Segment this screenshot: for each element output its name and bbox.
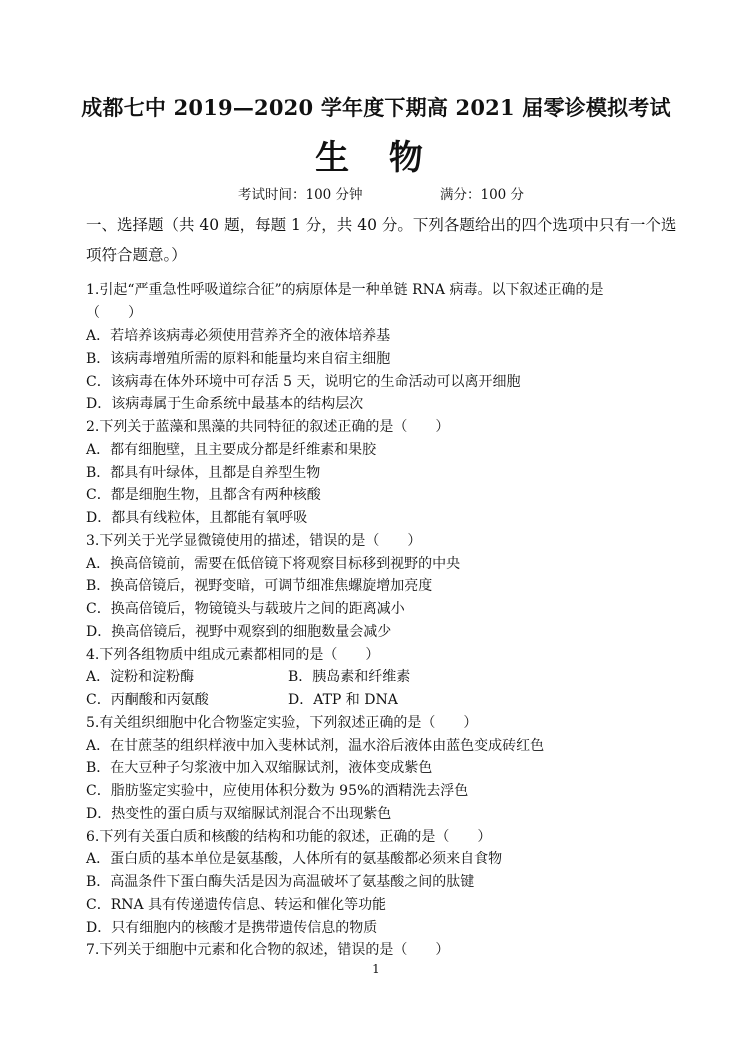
question-5-option-d: D．热变性的蛋白质与双缩脲试剂混合不出现紫色 [86,806,392,822]
question-1-option-c: C．该病毒在体外环境中可存活 5 天，说明它的生命活动可以离开细胞 [86,374,521,390]
question-6-stem: 6.下列有关蛋白质和核酸的结构和功能的叙述，正确的是（ ） [86,829,492,845]
question-4-option-c: C．丙酮酸和丙氨酸 [86,692,209,708]
question-1-option-a: A．若培养该病毒必须使用营养齐全的液体培养基 [86,328,391,344]
question-2-option-d: D．都具有线粒体，且都能有氧呼吸 [86,510,308,526]
subject-title: 生 物 [315,138,437,178]
question-2-option-c: C．都是细胞生物，且都含有两种核酸 [86,487,321,503]
question-6-option-d: D．只有细胞内的核酸才是携带遗传信息的物质 [86,920,378,936]
question-5-option-b: B．在大豆种子匀浆液中加入双缩脲试剂，液体变成紫色 [86,760,433,776]
question-3-option-d: D．换高倍镜后，视野中观察到的细胞数量会减少 [86,624,392,640]
question-1-option-b: B．该病毒增殖所需的原料和能量均来自宿主细胞 [86,351,391,367]
question-1-stem: 1.引起“严重急性呼吸道综合征”的病原体是一种单链 RNA 病毒。以下叙述正确的是 [86,282,604,298]
question-2-option-b: B．都具有叶绿体，且都是自养型生物 [86,465,321,481]
page-number: 1 [372,962,380,976]
exam-time: 考试时间：100 分钟 [238,187,363,203]
question-5-option-c: C．脂肪鉴定实验中，应使用体积分数为 95%的酒精洗去浮色 [86,783,469,799]
question-2-option-a: A．都有细胞壁，且主要成分都是纤维素和果胶 [86,442,377,458]
question-3-option-c: C．换高倍镜后，物镜镜头与载玻片之间的距离减小 [86,601,405,617]
question-1-option-d: D．该病毒属于生命系统中最基本的结构层次 [86,396,364,412]
question-4-stem: 4.下列各组物质中组成元素都相同的是（ ） [86,647,380,663]
question-3-option-a: A．换高倍镜前，需要在低倍镜下将观察目标移到视野的中央 [86,556,461,572]
question-6-option-a: A．蛋白质的基本单位是氨基酸，人体所有的氨基酸都必须来自食物 [86,851,503,867]
question-4-option-d: D．ATP 和 DNA [288,692,398,708]
question-6-option-c: C．RNA 具有传递遗传信息、转运和催化等功能 [86,897,387,913]
exam-title: 成都七中 2019—2020 学年度下期高 2021 届零诊模拟考试 [81,95,671,120]
question-2-stem: 2.下列关于蓝藻和黑藻的共同特征的叙述正确的是（ ） [86,419,450,435]
question-4-option-b: B．胰岛素和纤维素 [288,669,411,685]
question-1-stem-cont: （ ） [86,305,142,321]
question-4-option-a: A．淀粉和淀粉酶 [86,669,195,685]
question-3-option-b: B．换高倍镜后，视野变暗，可调节细准焦螺旋增加亮度 [86,578,433,594]
question-7-stem: 7.下列关于细胞中元素和化合物的叙述，错误的是（ ） [86,942,450,958]
question-3-stem: 3.下列关于光学显微镜使用的描述，错误的是（ ） [86,533,422,549]
question-5-option-a: A．在甘蔗茎的组织样液中加入斐林试剂，温水浴后液体由蓝色变成砖红色 [86,738,545,754]
full-score: 满分：100 分 [440,187,525,203]
section-heading: 一、选择题（共 40 题，每题 1 分，共 40 分。下列各题给出的四个选项中只有一个选项符合题意。） [86,216,677,264]
question-6-option-b: B．高温条件下蛋白酶失活是因为高温破坏了氨基酸之间的肽键 [86,874,475,890]
question-5-stem: 5.有关组织细胞中化合物鉴定实验，下列叙述正确的是（ ） [86,715,478,731]
